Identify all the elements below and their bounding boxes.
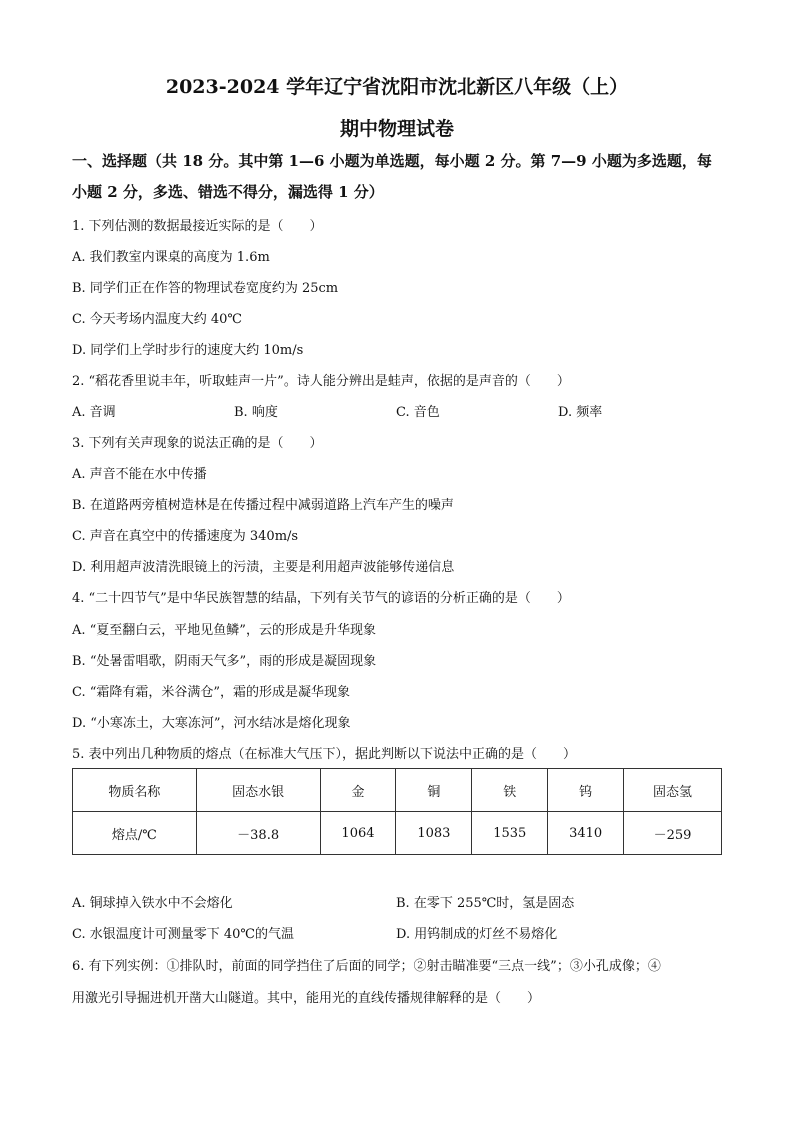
question-5-option-b: B. 在零下 255℃时，氢是固态 bbox=[396, 896, 575, 911]
question-5-option-d: D. 用钨制成的灯丝不易熔化 bbox=[396, 927, 558, 942]
question-5-option-a: A. 铜球掉入铁水中不会熔化 bbox=[72, 896, 233, 911]
table-cell: －259 bbox=[624, 812, 722, 855]
table-cell: 1083 bbox=[396, 812, 472, 855]
question-2-option-c: C. 音色 bbox=[396, 405, 440, 420]
section-heading-line1: 一、选择题（共 18 分。其中第 1—6 小题为单选题，每小题 2 分。第 7—9 小题为多选题，每 bbox=[72, 152, 712, 170]
question-2-option-d: D. 频率 bbox=[558, 405, 603, 420]
table-header-cell: 铜 bbox=[396, 769, 472, 812]
question-4-option-b: B. “处暑雷唱歌，阴雨天气多”，雨的形成是凝固现象 bbox=[72, 654, 377, 669]
table-header-cell: 铁 bbox=[472, 769, 548, 812]
table-header-cell: 物质名称 bbox=[73, 769, 197, 812]
question-3-stem: 3. 下列有关声现象的说法正确的是（ ） bbox=[72, 436, 323, 451]
question-1-option-d: D. 同学们上学时步行的速度大约 10m/s bbox=[72, 343, 304, 358]
question-3-option-a: A. 声音不能在水中传播 bbox=[72, 467, 207, 482]
question-3-option-c: C. 声音在真空中的传播速度为 340m/s bbox=[72, 529, 299, 544]
melting-point-table bbox=[72, 768, 722, 855]
section-heading-line2: 小题 2 分，多选、错选不得分，漏选得 1 分） bbox=[72, 183, 384, 201]
question-2-stem: 2. “稻花香里说丰年，听取蛙声一片”。诗人能分辨出是蛙声，依据的是声音的（ ） bbox=[72, 374, 570, 389]
question-3-option-d: D. 利用超声波清洗眼镜上的污渍，主要是利用超声波能够传递信息 bbox=[72, 560, 455, 575]
table-cell: 3410 bbox=[548, 812, 624, 855]
table-header-cell: 钨 bbox=[548, 769, 624, 812]
question-1-option-b: B. 同学们正在作答的物理试卷宽度约为 25cm bbox=[72, 281, 339, 296]
page-subtitle: 期中物理试卷 bbox=[339, 118, 454, 140]
question-4-stem: 4. “二十四节气”是中华民族智慧的结晶，下列有关节气的谚语的分析正确的是（ ） bbox=[72, 591, 570, 606]
table-header-row bbox=[73, 769, 722, 812]
question-3-option-b: B. 在道路两旁植树造林是在传播过程中减弱道路上汽车产生的噪声 bbox=[72, 498, 454, 513]
question-6-line1: 6. 有下列实例：①排队时，前面的同学挡住了后面的同学；②射击瞄准要“三点一线”；③小孔成像；④ bbox=[72, 959, 661, 974]
question-1-option-a: A. 我们教室内课桌的高度为 1.6m bbox=[72, 250, 270, 265]
question-1-stem: 1. 下列估测的数据最接近实际的是（ ） bbox=[72, 219, 323, 234]
table-header-cell: 固态水银 bbox=[196, 769, 320, 812]
table-header-cell: 固态氢 bbox=[624, 769, 722, 812]
table-row bbox=[73, 812, 722, 855]
question-5-stem: 5. 表中列出几种物质的熔点（在标准大气压下），据此判断以下说法中正确的是（ ） bbox=[72, 747, 577, 762]
table-cell: 1535 bbox=[472, 812, 548, 855]
table-cell: 熔点/℃ bbox=[73, 812, 197, 855]
table-header-cell: 金 bbox=[320, 769, 396, 812]
table-cell: －38.8 bbox=[196, 812, 320, 855]
question-4-option-c: C. “霜降有霜，米谷满仓”，霜的形成是凝华现象 bbox=[72, 685, 351, 700]
question-4-option-a: A. “夏至翻白云，平地见鱼鳞”，云的形成是升华现象 bbox=[72, 623, 376, 638]
question-5-option-c: C. 水银温度计可测量零下 40℃的气温 bbox=[72, 927, 294, 942]
table-cell: 1064 bbox=[320, 812, 396, 855]
question-4-option-d: D. “小寒冻土，大寒冻河”，河水结冰是熔化现象 bbox=[72, 716, 351, 731]
question-2-option-a: A. 音调 bbox=[72, 405, 116, 420]
page-title: 2023-2024 学年辽宁省沈阳市沈北新区八年级（上） bbox=[165, 76, 629, 98]
question-2-option-b: B. 响度 bbox=[234, 405, 278, 420]
question-1-option-c: C. 今天考场内温度大约 40℃ bbox=[72, 312, 242, 327]
question-6-line2: 用激光引导掘进机开凿大山隧道。其中，能用光的直线传播规律解释的是（ ） bbox=[72, 991, 541, 1006]
